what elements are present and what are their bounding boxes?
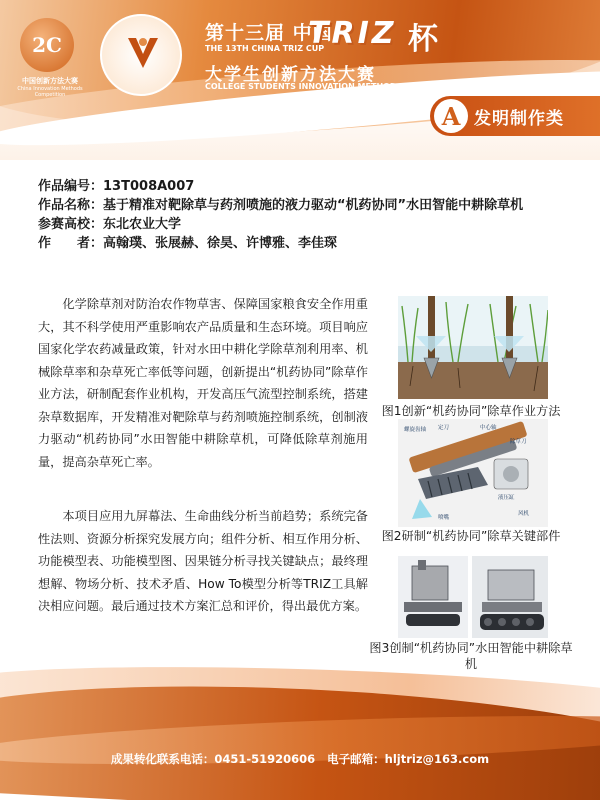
id-value: 13T008A007 bbox=[103, 179, 195, 194]
fig2-label-3: 中心轴 bbox=[480, 425, 497, 431]
author-label: 作 者： bbox=[38, 236, 104, 251]
title-en-line2: COLLEGE STUDENTS INNOVATION METHOD COMPETITION bbox=[205, 82, 462, 91]
name-value: 基于精准对靶除草与药剂喷施的液力驱动“机药协同”水田智能中耕除草机 bbox=[103, 198, 524, 213]
innovation-alliance-seal bbox=[100, 14, 182, 96]
logo-caption: 中国创新方法大赛 bbox=[22, 77, 78, 85]
category-label: 发明制作类 bbox=[474, 108, 564, 129]
figure-2-key-components-image bbox=[398, 419, 548, 527]
info-row-id bbox=[38, 177, 578, 196]
author-value: 高翰璞、张展赫、徐昊、许博雅、李佳琛 bbox=[103, 236, 338, 251]
category-letter: A bbox=[434, 99, 468, 133]
competition-logo-text: 2C bbox=[32, 33, 62, 57]
id-label: 作品编号： bbox=[38, 179, 104, 194]
phone-label: 成果转化联系电话： bbox=[110, 752, 215, 766]
email-label: 电子邮箱： bbox=[327, 752, 385, 766]
logo-caption-en: China Innovation Methods Competition bbox=[17, 86, 83, 98]
figure-3-caption: 图3创制“机药协同”水田智能中耕除草机 bbox=[369, 641, 573, 671]
description-paragraph-2: 本项目应用九屏幕法、生命曲线分析当前趋势；系统完备性法则、资源分析探究发展方向；组件分析、相互作用分析、功能模型表、功能模型图、因果链分析寻找关键缺点；最终理想解、物场分析、技术矛盾、How To模型分析等TRIZ工具解决相应问题。最后通过技术方案汇总和评价，得出最优方案。 bbox=[38, 509, 368, 613]
contact-line bbox=[0, 751, 600, 767]
footer-banner bbox=[0, 660, 600, 800]
title-cn-line1: 第十三届 中国 bbox=[205, 22, 333, 44]
title-cup: 杯 bbox=[408, 22, 438, 57]
fig2-label-4: 除草刀 bbox=[510, 439, 527, 445]
fig2-label-6: 喷嘴 bbox=[438, 515, 450, 521]
school-value: 东北农业大学 bbox=[103, 217, 182, 232]
fig2-label-1: 螺旋齿轴 bbox=[404, 427, 427, 433]
info-row-author bbox=[38, 234, 578, 253]
title-triz: TRIZ bbox=[308, 16, 397, 51]
info-row-name bbox=[38, 196, 578, 215]
title-en-line1: THE 13TH CHINA TRIZ CUP bbox=[205, 44, 325, 53]
project-info bbox=[38, 177, 578, 253]
competition-logo bbox=[20, 18, 74, 72]
title-cn-line2: 大学生创新方法大赛 bbox=[205, 65, 376, 85]
seal-emblem-icon bbox=[126, 34, 160, 74]
fig2-label-2: 定刀 bbox=[438, 425, 450, 431]
category-badge bbox=[430, 96, 600, 136]
header-banner bbox=[0, 0, 600, 160]
email-value[interactable]: hljtriz@163.com bbox=[384, 752, 490, 766]
figure-1-caption: 图1创新“机药协同”除草作业方法 bbox=[381, 404, 561, 418]
info-row-school bbox=[38, 215, 578, 234]
phone-value[interactable]: 0451-51920606 bbox=[214, 752, 316, 766]
description-paragraph-1: 化学除草剂对防治农作物草害、保障国家粮食安全作用重大，其不科学使用严重影响农产品质量和生态环境。项目响应国家化学农药减量政策，针对水田中耕化学除草剂利用率、机械除草率和杂草死亡率低等问题，创新提出“机药协同”除草作业方法，研制配套作业机构，开发高压气流型控制系统，搭建杂草数据库，开发精准对靶除草与药剂喷施控制系统，创制液力驱动“机药协同”水田智能中耕除草机，可降低除草剂施用量，提高杂草死亡率。 bbox=[38, 297, 368, 469]
figure-1-weeding-method-image bbox=[398, 296, 548, 399]
figure-3-machine-image bbox=[398, 556, 548, 638]
fig2-label-5: 液压缸 bbox=[498, 495, 515, 501]
name-label: 作品名称： bbox=[38, 198, 104, 213]
fig2-label-7: 风机 bbox=[518, 511, 530, 517]
figure-2-caption: 图2研制“机药协同”除草关键部件 bbox=[381, 529, 561, 543]
school-label: 参赛高校： bbox=[38, 217, 104, 232]
